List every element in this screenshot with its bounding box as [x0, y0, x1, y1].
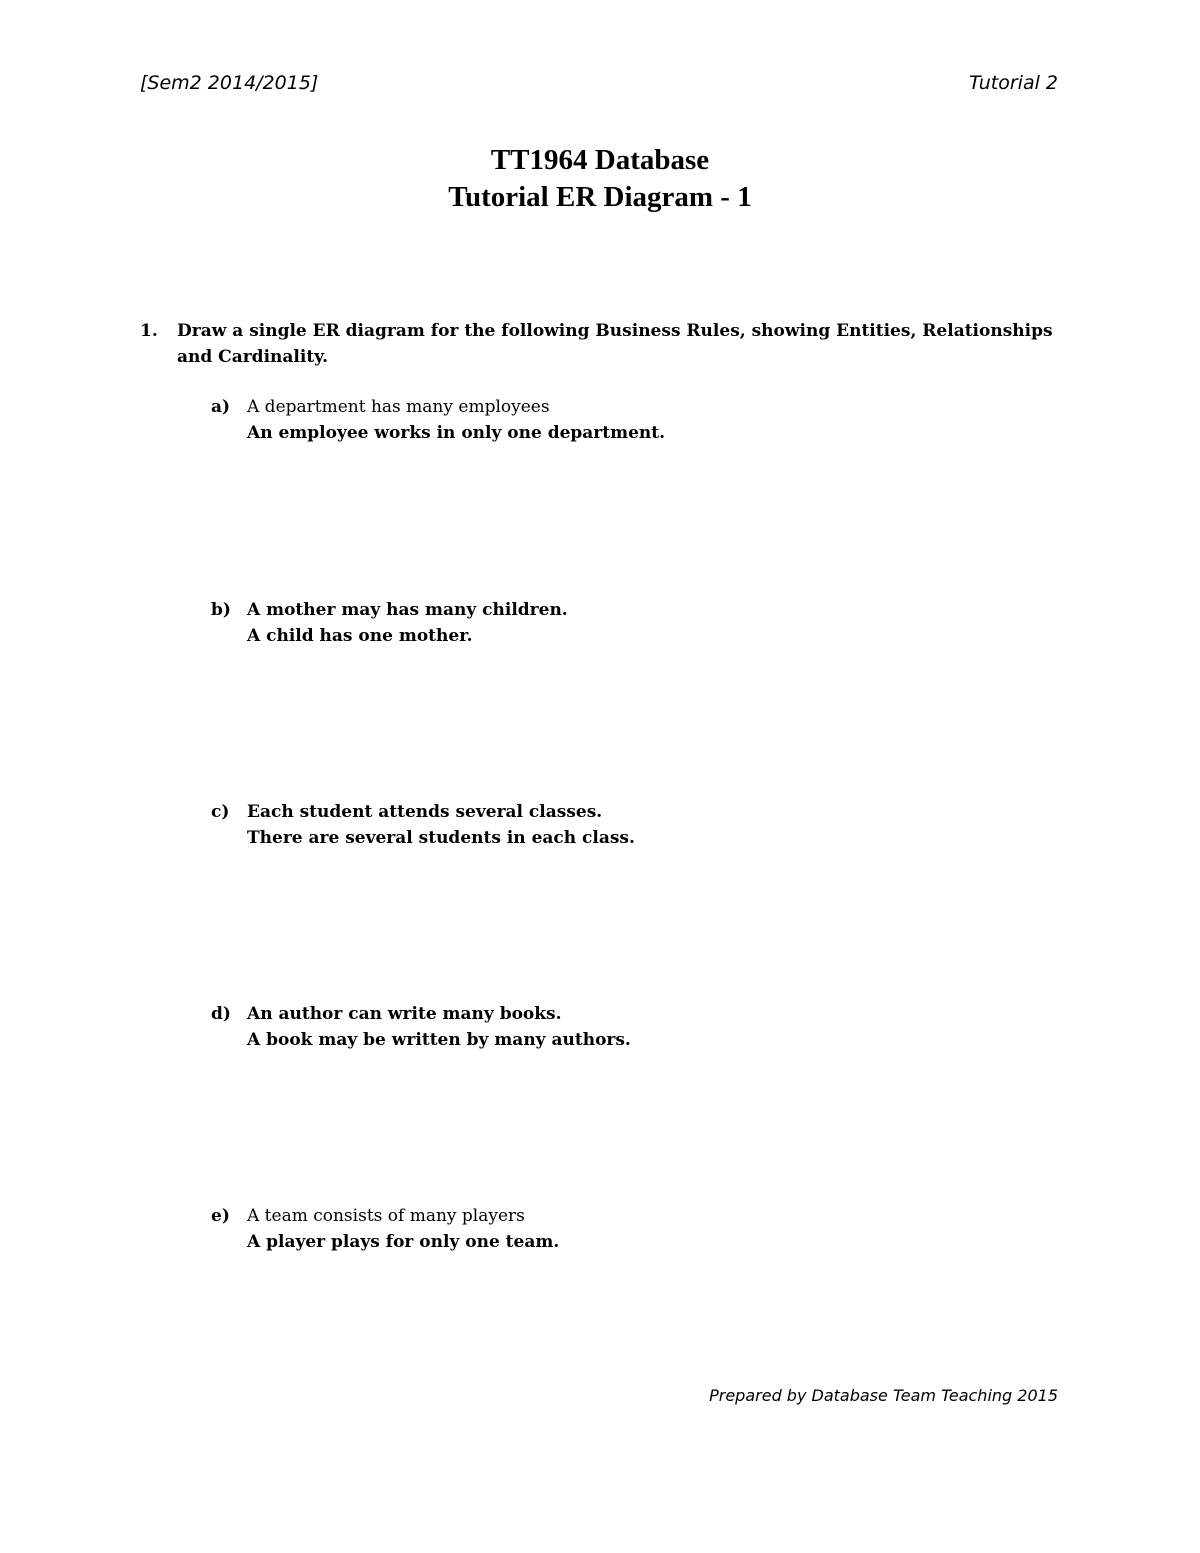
rule-line: Each student attends several classes. [247, 802, 603, 822]
question-number: 1. [140, 321, 158, 341]
rule-line: An author can write many books. [247, 1004, 562, 1024]
header-tutorial-number: Tutorial 2 [969, 72, 1058, 94]
title-tutorial: Tutorial ER Diagram - 1 [448, 181, 752, 213]
rule-label: c) [211, 802, 230, 822]
rule-line: A department has many employees [247, 397, 550, 417]
title-course: TT1964 Database [490, 144, 710, 176]
rule-label: b) [211, 600, 231, 620]
rule-line: An employee works in only one department. [247, 423, 666, 443]
rule-line: There are several students in each class. [247, 828, 635, 848]
header-semester: [Sem2 2014/2015] [140, 72, 319, 94]
rule-line: A book may be written by many authors. [247, 1030, 631, 1050]
rule-label: a) [211, 397, 231, 417]
rule-line: A mother may has many children. [247, 600, 568, 620]
rule-label: d) [211, 1004, 231, 1024]
rule-label: e) [211, 1206, 230, 1226]
page-title [0, 142, 1200, 216]
footer-credit: Prepared by Database Team Teaching 2015 [709, 1386, 1058, 1405]
question-text: Draw a single ER diagram for the following Business Rules, showing Entities, Relationships and Cardinality. [177, 321, 1053, 367]
rule-line: A player plays for only one team. [247, 1232, 560, 1252]
rule-line: A team consists of many players [247, 1206, 525, 1226]
rule-line: A child has one mother. [247, 626, 473, 646]
